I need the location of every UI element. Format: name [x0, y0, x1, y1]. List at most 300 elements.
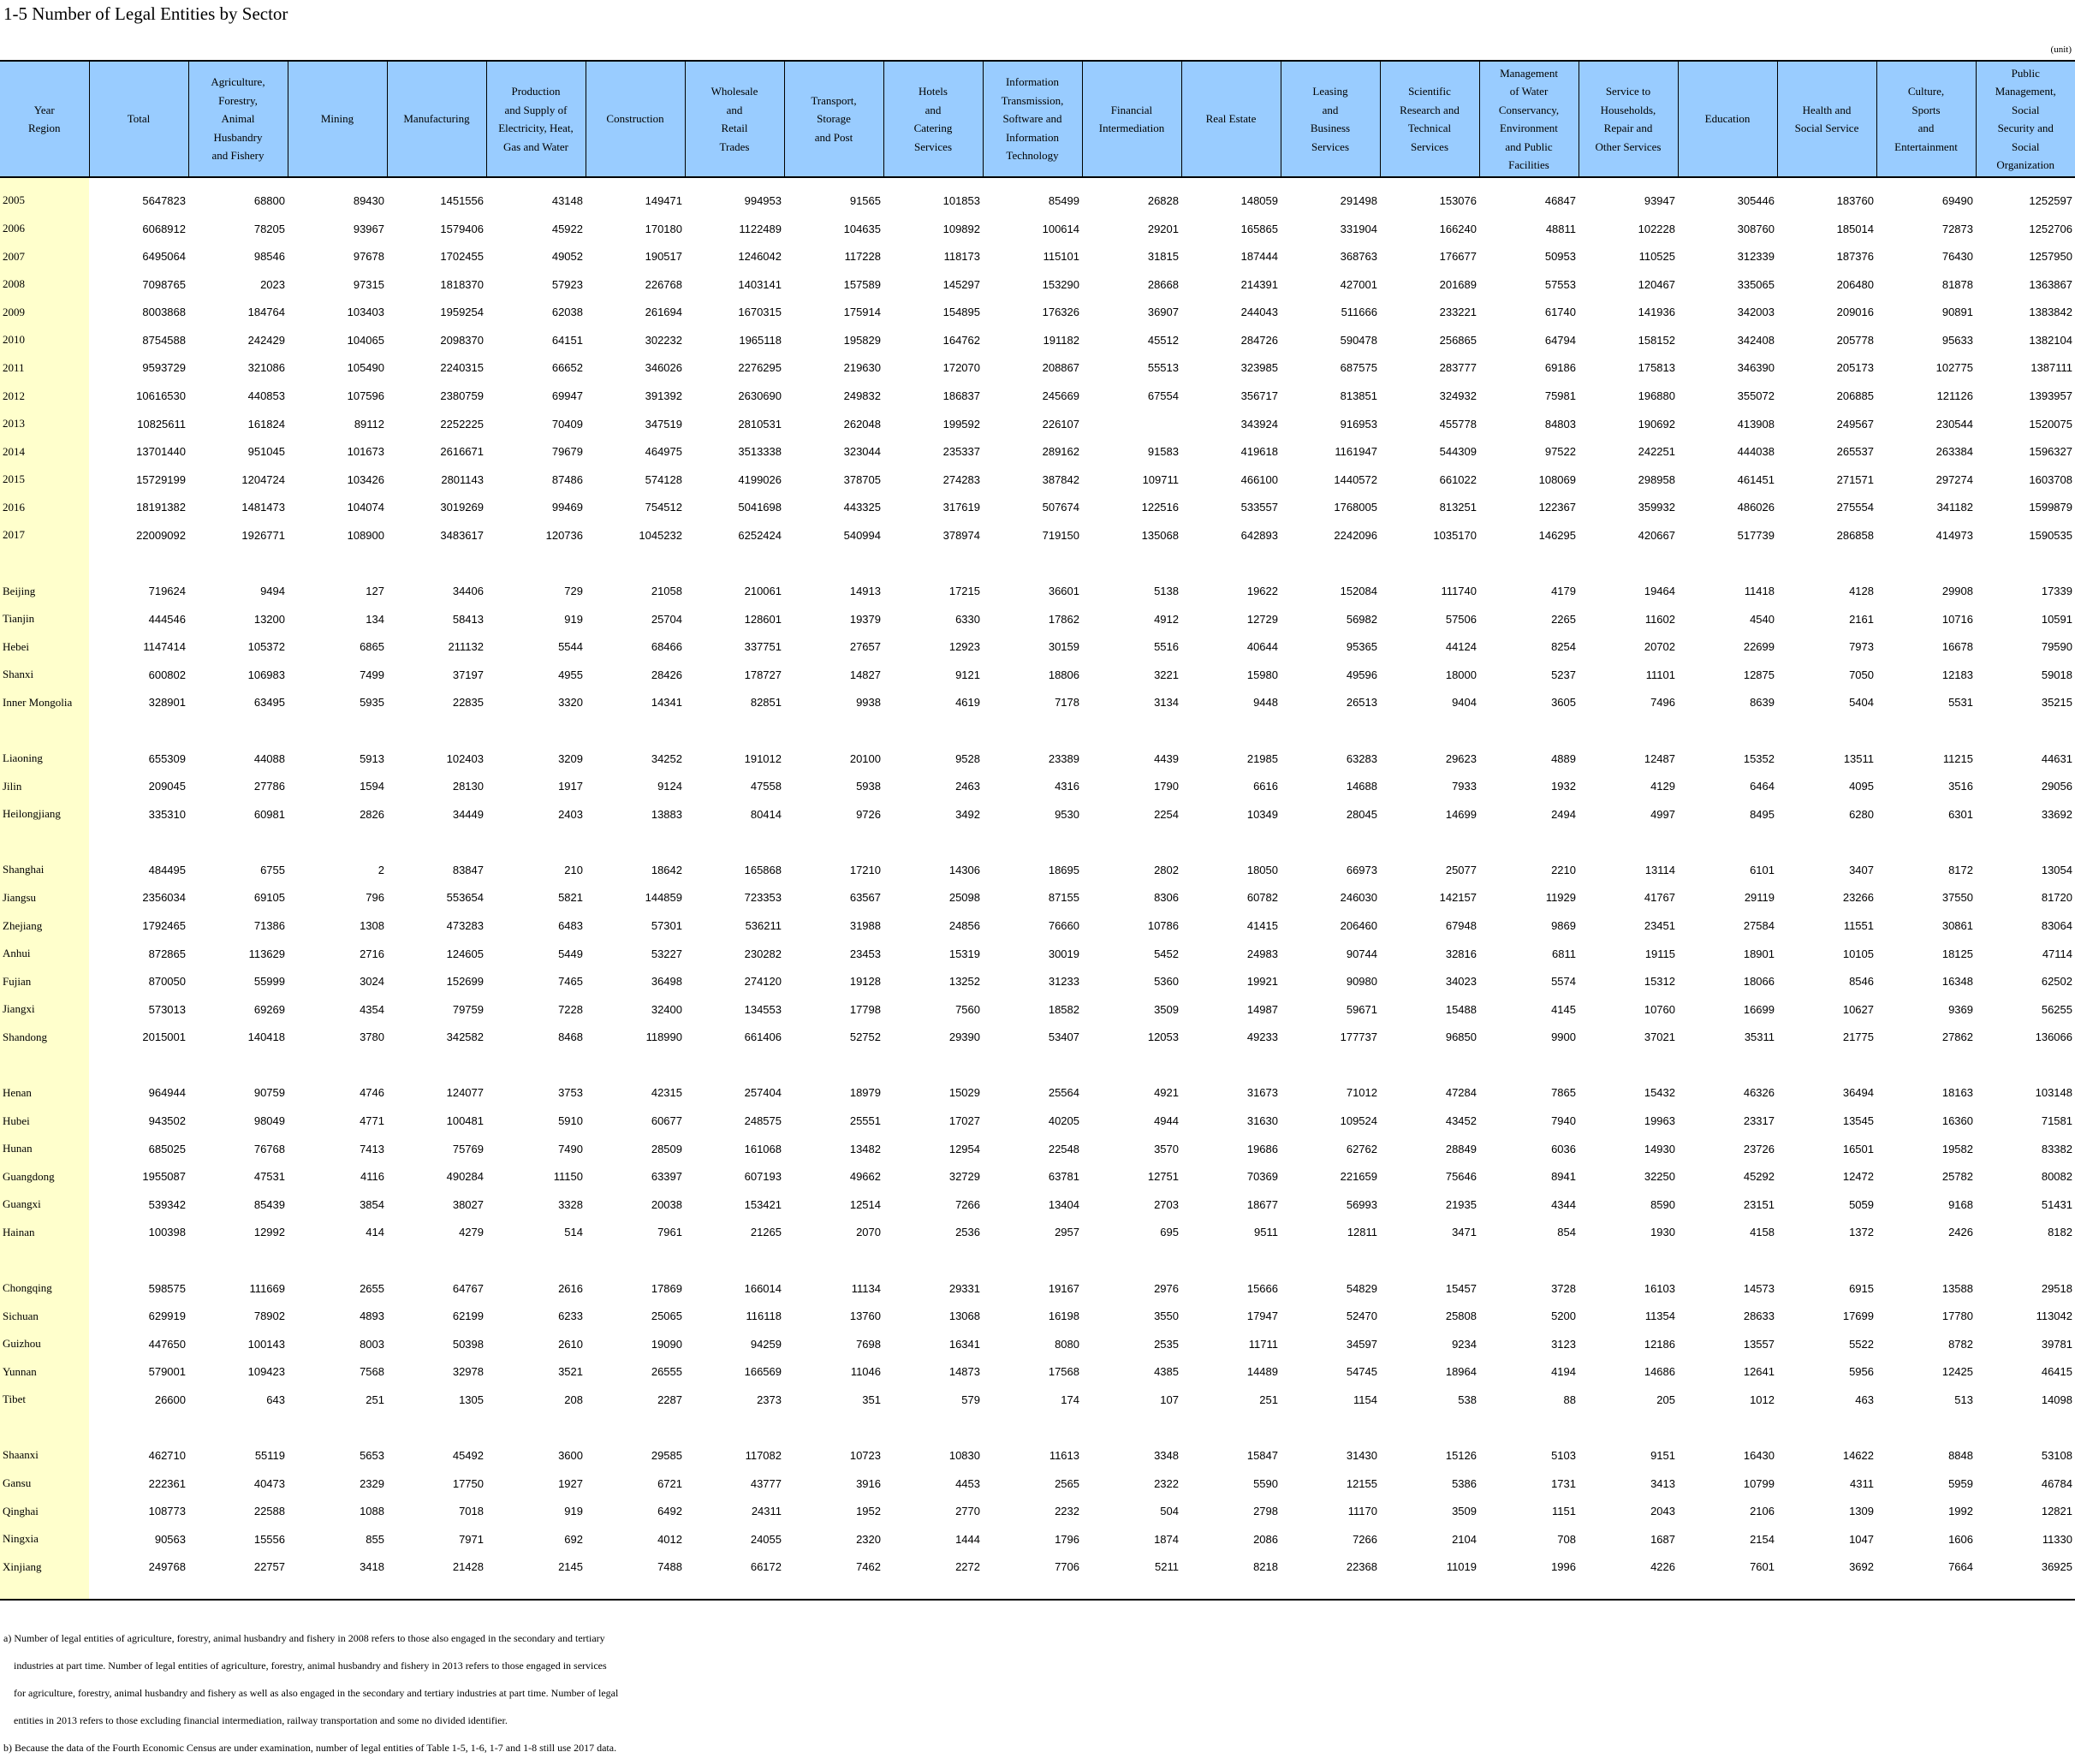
spacer-cell	[1976, 828, 2075, 856]
value-cell: 16501	[1842, 1142, 1874, 1155]
value-cell: 553654	[446, 891, 484, 905]
value-cell: 26828	[1147, 193, 1179, 207]
value-cell: 94259	[750, 1337, 782, 1351]
value-cell: 262048	[843, 417, 881, 431]
value-cell: 2716	[360, 947, 384, 960]
row-label: 2005	[0, 187, 89, 215]
header-line: Catering	[913, 122, 953, 134]
table-row	[0, 187, 2075, 215]
value-cell: 4179	[1551, 585, 1576, 598]
spacer-row	[0, 549, 2075, 578]
value-cell: 11215	[1942, 751, 1973, 765]
spacer-cell	[983, 1414, 1082, 1442]
value-cell: 102775	[1935, 361, 1973, 375]
value-cell: 11170	[1347, 1505, 1377, 1518]
value-cell: 30861	[1941, 919, 1973, 932]
value-cell: 283777	[1439, 361, 1477, 375]
header-line: Other Services	[1595, 140, 1662, 153]
header-line: Total	[127, 112, 151, 126]
value-cell: 3509	[1452, 1505, 1477, 1518]
value-cell: 574128	[645, 472, 682, 486]
value-cell: 14341	[651, 696, 682, 710]
value-cell: 44124	[1445, 640, 1477, 654]
row-label: Zhejiang	[0, 912, 89, 940]
value-cell: 533557	[1240, 501, 1278, 514]
value-cell: 55513	[1147, 361, 1179, 375]
value-cell: 53227	[651, 947, 682, 960]
value-cell: 7098765	[142, 277, 186, 291]
header-line: Financial	[1110, 103, 1153, 116]
value-cell: 90563	[154, 1532, 186, 1546]
spacer-cell	[586, 1246, 685, 1274]
value-cell: 2802	[1154, 863, 1179, 876]
value-cell: 14913	[849, 585, 881, 598]
value-cell: 25808	[1445, 1310, 1477, 1323]
value-cell: 1965118	[739, 333, 782, 347]
spacer-cell	[1181, 549, 1281, 578]
value-cell: 5386	[1452, 1476, 1477, 1490]
header-line: Construction	[606, 112, 664, 126]
value-cell: 9151	[1650, 1448, 1675, 1462]
value-cell: 6464	[1750, 780, 1775, 793]
value-cell: 59018	[2041, 668, 2072, 681]
value-cell: 122516	[1141, 501, 1179, 514]
spacer-cell	[486, 549, 586, 578]
value-cell: 40205	[1048, 1114, 1079, 1128]
value-cell: 1955087	[142, 1170, 186, 1184]
value-cell: 2145	[558, 1560, 583, 1574]
value-cell: 2265	[1551, 612, 1576, 626]
value-cell: 1930	[1650, 1226, 1675, 1239]
value-cell: 286858	[1836, 528, 1874, 542]
value-cell: 32729	[948, 1170, 980, 1184]
value-cell: 257404	[744, 1086, 782, 1100]
value-cell: 56993	[1346, 1197, 1377, 1211]
value-cell: 25077	[1445, 863, 1477, 876]
value-cell: 964944	[148, 1086, 186, 1100]
value-cell: 71012	[1346, 1086, 1377, 1100]
value-cell: 870050	[148, 975, 186, 989]
value-cell: 2565	[1055, 1476, 1079, 1490]
value-cell: 7933	[1452, 780, 1477, 793]
value-cell: 27786	[253, 780, 285, 793]
value-cell: 9168	[1948, 1197, 1973, 1211]
value-cell: 855	[366, 1532, 384, 1546]
value-cell: 2801143	[441, 472, 484, 486]
header-line: Intermediation	[1098, 122, 1165, 134]
spacer-cell	[1777, 1051, 1876, 1079]
value-cell: 14686	[1644, 1365, 1675, 1379]
spacer-cell	[188, 716, 288, 745]
value-cell: 7865	[1551, 1086, 1576, 1100]
column-header	[983, 61, 1082, 177]
value-cell: 28045	[1346, 807, 1377, 821]
spacer-cell	[586, 177, 685, 187]
table-row	[0, 410, 2075, 438]
value-cell: 4226	[1650, 1560, 1675, 1574]
value-cell: 1252597	[2029, 193, 2072, 207]
value-cell: 5531	[1948, 696, 1973, 710]
spacer-cell	[1678, 177, 1777, 187]
value-cell: 64794	[1544, 333, 1576, 347]
column-header	[1876, 61, 1976, 177]
header-line: Security and	[1997, 122, 2054, 134]
value-cell: 355072	[1737, 389, 1775, 403]
header-line: and	[1917, 122, 1935, 134]
value-cell: 71386	[253, 919, 285, 932]
value-cell: 4912	[1154, 612, 1179, 626]
header-line: Social Service	[1794, 122, 1859, 134]
spacer-cell	[1281, 716, 1380, 745]
value-cell: 22699	[1743, 640, 1775, 654]
table-row	[0, 940, 2075, 968]
value-cell: 22368	[1346, 1560, 1377, 1574]
spacer-cell	[1579, 716, 1678, 745]
value-cell: 719150	[1042, 528, 1079, 542]
value-cell: 1372	[1849, 1226, 1874, 1239]
value-cell: 3320	[558, 696, 583, 710]
value-cell: 305446	[1737, 193, 1775, 207]
spacer-cell	[89, 1581, 188, 1600]
table-row	[0, 745, 2075, 773]
value-cell: 284726	[1240, 333, 1278, 347]
value-cell: 490284	[446, 1170, 484, 1184]
value-cell: 2810531	[738, 417, 782, 431]
value-cell: 16348	[1941, 975, 1973, 989]
table-row	[0, 1470, 2075, 1498]
header-line: Business	[1310, 122, 1351, 134]
value-cell: 1308	[360, 919, 384, 932]
value-cell: 341182	[1936, 501, 1973, 514]
value-cell: 124077	[446, 1086, 484, 1100]
value-cell: 23317	[1743, 1114, 1775, 1128]
value-cell: 18125	[1941, 947, 1973, 960]
value-cell: 484495	[148, 863, 186, 876]
value-cell: 12425	[1941, 1365, 1973, 1379]
footnote-a-line3: for agriculture, forestry, animal husbandry and fishery as well as also engaged in the secondary and tertiary industries at part time. Number of legal	[14, 1687, 619, 1699]
spacer-cell	[1082, 177, 1181, 187]
value-cell: 199592	[942, 417, 980, 431]
value-cell: 63495	[253, 696, 285, 710]
spacer-cell	[784, 828, 883, 856]
spacer-cell	[1678, 716, 1777, 745]
row-label: Xinjiang	[0, 1553, 89, 1582]
value-cell: 9124	[657, 780, 682, 793]
row-label: 2015	[0, 466, 89, 494]
value-cell: 48811	[1545, 222, 1576, 235]
table-row	[0, 995, 2075, 1024]
value-cell: 52470	[1346, 1310, 1377, 1323]
spacer-cell	[1281, 1414, 1380, 1442]
value-cell: 6915	[1849, 1281, 1874, 1295]
value-cell: 11019	[1446, 1560, 1477, 1574]
value-cell: 1992	[1948, 1505, 1973, 1518]
header-line: Transmission,	[1001, 93, 1064, 107]
value-cell: 12472	[1842, 1170, 1874, 1184]
value-cell: 796	[366, 891, 384, 905]
value-cell: 590478	[1340, 333, 1377, 347]
value-cell: 5522	[1849, 1337, 1874, 1351]
value-cell: 540994	[843, 528, 881, 542]
value-cell: 14489	[1246, 1365, 1278, 1379]
value-cell: 68466	[651, 640, 682, 654]
value-cell: 6036	[1551, 1142, 1576, 1155]
value-cell: 1382104	[2029, 333, 2072, 347]
value-cell: 172070	[942, 361, 980, 375]
value-cell: 102403	[446, 751, 484, 765]
value-cell: 67554	[1147, 389, 1179, 403]
value-cell: 1393957	[2029, 389, 2072, 403]
value-cell: 18582	[1048, 1002, 1079, 1016]
table-row	[0, 1386, 2075, 1414]
value-cell: 249768	[148, 1560, 186, 1574]
value-cell: 76430	[1941, 250, 1973, 264]
value-cell: 872865	[148, 947, 186, 960]
header-line: Forestry,	[218, 93, 258, 107]
value-cell: 1147414	[143, 640, 186, 654]
value-cell: 5913	[360, 751, 384, 765]
value-cell: 7266	[955, 1197, 980, 1211]
value-cell: 9726	[856, 807, 881, 821]
value-cell: 158152	[1638, 333, 1675, 347]
value-cell: 3521	[558, 1365, 583, 1379]
value-cell: 2655	[360, 1281, 384, 1295]
spacer-cell	[1082, 1051, 1181, 1079]
spacer-cell	[1380, 1246, 1479, 1274]
value-cell: 25551	[849, 1114, 881, 1128]
value-cell: 31630	[1246, 1114, 1278, 1128]
header-line: Public	[2011, 66, 2040, 80]
value-cell: 387842	[1042, 472, 1079, 486]
value-cell: 466100	[1240, 472, 1278, 486]
value-cell: 12053	[1147, 1030, 1179, 1044]
header-line: Information	[1005, 75, 1060, 89]
value-cell: 317619	[942, 501, 980, 514]
value-cell: 1440572	[1334, 472, 1377, 486]
spacer-cell	[0, 549, 89, 578]
value-cell: 55999	[253, 975, 285, 989]
value-cell: 63397	[651, 1170, 682, 1184]
value-cell: 8218	[1253, 1560, 1278, 1574]
header-line: Technology	[1006, 149, 1059, 163]
spacer-cell	[1777, 828, 1876, 856]
spacer-cell	[387, 1414, 486, 1442]
value-cell: 45492	[452, 1448, 484, 1462]
value-cell: 25704	[651, 612, 682, 626]
spacer-cell	[1579, 1051, 1678, 1079]
spacer-cell	[1479, 1051, 1579, 1079]
column-header	[1777, 61, 1876, 177]
spacer-cell	[188, 828, 288, 856]
value-cell: 64151	[551, 333, 583, 347]
header-line: and Public	[1505, 140, 1553, 153]
spacer-cell	[784, 1051, 883, 1079]
value-cell: 1687	[1650, 1532, 1675, 1546]
spacer-cell	[784, 177, 883, 187]
value-cell: 291498	[1340, 193, 1377, 207]
spacer-cell	[883, 1581, 983, 1600]
value-cell: 15980	[1246, 668, 1278, 681]
value-cell: 17750	[452, 1476, 484, 1490]
value-cell: 36925	[2041, 1560, 2072, 1574]
value-cell: 4199026	[738, 472, 782, 486]
value-cell: 7465	[558, 975, 583, 989]
header-line: Health and	[1802, 103, 1852, 116]
value-cell: 187444	[1240, 250, 1278, 264]
row-label: Jiangsu	[0, 884, 89, 912]
value-cell: 579	[961, 1393, 980, 1406]
value-cell: 754512	[645, 501, 682, 514]
spacer-cell	[1479, 177, 1579, 187]
value-cell: 178727	[744, 668, 782, 681]
value-cell: 274120	[744, 975, 782, 989]
value-cell: 79590	[2041, 640, 2072, 654]
value-cell: 5516	[1154, 640, 1179, 654]
value-cell: 235337	[942, 445, 980, 459]
value-cell: 8182	[2048, 1226, 2072, 1239]
row-label: 2008	[0, 270, 89, 299]
value-cell: 2210	[1551, 863, 1576, 876]
value-cell: 661406	[744, 1030, 782, 1044]
value-cell: 90744	[1346, 947, 1377, 960]
value-cell: 41415	[1246, 919, 1278, 932]
row-label: 2009	[0, 299, 89, 327]
value-cell: 124605	[446, 947, 484, 960]
value-cell: 5103	[1551, 1448, 1576, 1462]
spacer-cell	[883, 716, 983, 745]
value-cell: 44088	[253, 751, 285, 765]
value-cell: 22835	[452, 696, 484, 710]
value-cell: 29518	[2041, 1281, 2072, 1295]
value-cell: 12155	[1346, 1476, 1377, 1490]
value-cell: 11046	[850, 1365, 881, 1379]
value-cell: 346390	[1737, 361, 1775, 375]
value-cell: 14873	[948, 1365, 980, 1379]
row-label: Hebei	[0, 633, 89, 661]
spacer-row	[0, 1246, 2075, 1274]
value-cell: 16103	[1644, 1281, 1675, 1295]
value-cell: 79759	[452, 1002, 484, 1016]
value-cell: 7462	[856, 1560, 881, 1574]
row-label: 2010	[0, 326, 89, 354]
value-cell: 17027	[948, 1114, 980, 1128]
value-cell: 21985	[1246, 751, 1278, 765]
table-row	[0, 1330, 2075, 1358]
value-cell: 248575	[744, 1114, 782, 1128]
value-cell: 17699	[1842, 1310, 1874, 1323]
value-cell: 4453	[955, 1476, 980, 1490]
value-cell: 60981	[253, 807, 285, 821]
value-cell: 90759	[253, 1086, 285, 1100]
value-cell: 10830	[948, 1448, 980, 1462]
row-label: Shanxi	[0, 661, 89, 689]
row-label: 2006	[0, 215, 89, 243]
value-cell: 2616671	[440, 445, 484, 459]
value-cell: 2240315	[440, 361, 484, 375]
value-cell: 190692	[1638, 417, 1675, 431]
value-cell: 7971	[459, 1532, 484, 1546]
value-cell: 3024	[360, 975, 384, 989]
value-cell: 2426	[1948, 1226, 1973, 1239]
spacer-cell	[685, 549, 784, 578]
spacer-cell	[0, 1246, 89, 1274]
value-cell: 70409	[551, 417, 583, 431]
value-cell: 28426	[651, 668, 682, 681]
row-label: Sichuan	[0, 1302, 89, 1330]
value-cell: 16341	[948, 1337, 980, 1351]
value-cell: 83382	[2041, 1142, 2072, 1155]
value-cell: 230544	[1935, 417, 1973, 431]
value-cell: 4921	[1154, 1086, 1179, 1100]
value-cell: 107596	[347, 389, 384, 403]
value-cell: 9369	[1948, 1002, 1973, 1016]
spacer-cell	[1281, 1246, 1380, 1274]
value-cell: 420667	[1638, 528, 1675, 542]
value-cell: 2322	[1154, 1476, 1179, 1490]
value-cell: 25065	[651, 1310, 682, 1323]
value-cell: 2272	[955, 1560, 980, 1574]
value-cell: 246030	[1340, 891, 1377, 905]
value-cell: 242251	[1638, 445, 1675, 459]
value-cell: 127	[366, 585, 384, 598]
value-cell: 206480	[1836, 277, 1874, 291]
table-row	[0, 299, 2075, 327]
header-line: Transport,	[811, 93, 857, 107]
value-cell: 4116	[360, 1170, 384, 1184]
value-cell: 8754588	[142, 333, 186, 347]
value-cell: 19379	[849, 612, 881, 626]
value-cell: 414973	[1935, 528, 1973, 542]
value-cell: 19090	[651, 1337, 682, 1351]
value-cell: 184764	[247, 306, 285, 319]
value-cell: 56982	[1346, 612, 1377, 626]
table-row	[0, 354, 2075, 383]
value-cell: 144859	[645, 891, 682, 905]
value-cell: 80082	[2041, 1170, 2072, 1184]
value-cell: 4129	[1650, 780, 1675, 793]
value-cell: 165865	[1240, 222, 1278, 235]
value-cell: 1790	[1154, 780, 1179, 793]
value-cell: 12641	[1743, 1365, 1775, 1379]
value-cell: 464975	[645, 445, 682, 459]
value-cell: 4893	[360, 1310, 384, 1323]
value-cell: 56255	[2041, 1002, 2072, 1016]
value-cell: 24983	[1246, 947, 1278, 960]
value-cell: 3328	[558, 1197, 583, 1211]
value-cell: 3692	[1849, 1560, 1874, 1574]
value-cell: 75769	[452, 1142, 484, 1155]
value-cell: 7560	[955, 1002, 980, 1016]
value-cell: 2252225	[440, 417, 484, 431]
value-cell: 66973	[1346, 863, 1377, 876]
value-cell: 3605	[1551, 696, 1576, 710]
value-cell: 19464	[1644, 585, 1675, 598]
value-cell: 134	[366, 612, 384, 626]
value-cell: 2380759	[440, 389, 484, 403]
value-cell: 5138	[1154, 585, 1179, 598]
value-cell: 13200	[253, 612, 285, 626]
value-cell: 351	[862, 1393, 881, 1406]
value-cell: 10349	[1246, 807, 1278, 821]
value-cell: 2610	[558, 1337, 583, 1351]
value-cell: 265537	[1836, 445, 1874, 459]
header-line: and	[1322, 103, 1339, 116]
row-label: Chongqing	[0, 1274, 89, 1303]
value-cell: 34023	[1445, 975, 1477, 989]
value-cell: 96850	[1445, 1030, 1477, 1044]
spacer-cell	[1380, 716, 1479, 745]
value-cell: 687575	[1340, 361, 1377, 375]
